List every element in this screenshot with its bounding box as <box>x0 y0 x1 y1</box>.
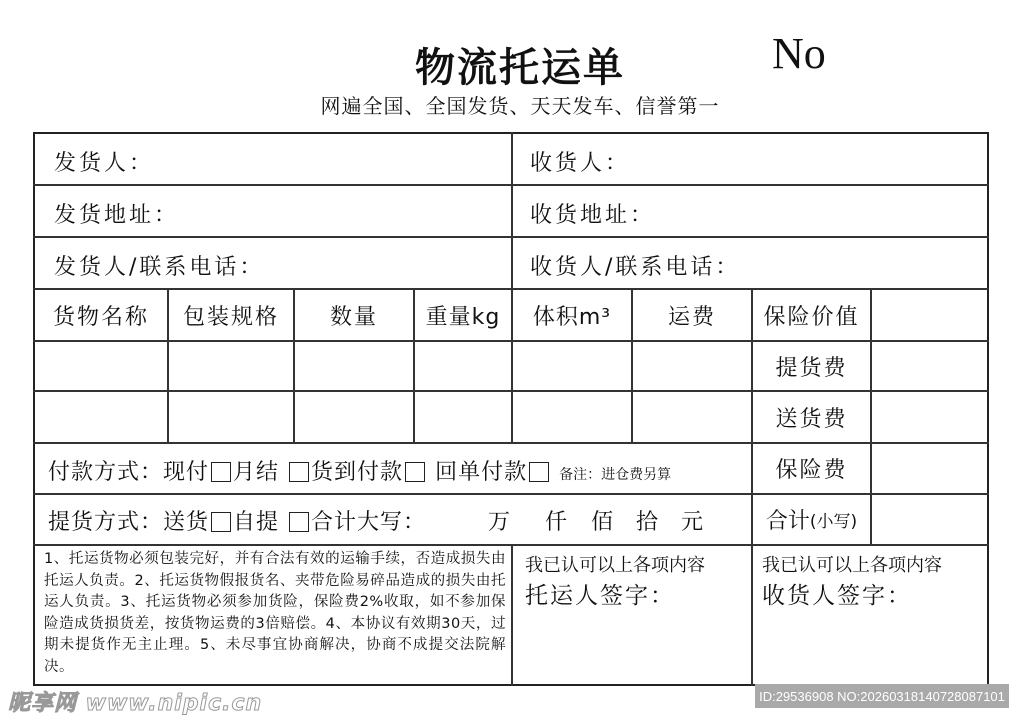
consignee-phone-field[interactable]: 收货人/联系电话： <box>530 255 741 280</box>
checkbox-receipt[interactable] <box>529 462 549 482</box>
divider <box>511 132 513 288</box>
checkbox-self-pickup[interactable] <box>289 512 309 532</box>
unit-wan: 万 <box>488 510 514 535</box>
insurance-fee-label: 保险费 <box>775 458 848 483</box>
site-watermark: 昵享网 www.nipic.cn <box>8 691 263 716</box>
header-insured-value: 保险价值 <box>763 304 860 330</box>
insured-value-input[interactable] <box>872 290 989 340</box>
insurance-fee-input[interactable] <box>872 444 989 493</box>
header-quantity: 数量 <box>329 304 378 330</box>
checkbox-send[interactable] <box>211 512 231 532</box>
consignee-address-field[interactable]: 收货地址： <box>530 203 656 228</box>
payment-option-monthly: 月结 <box>233 460 280 485</box>
delivery-option-self: 自提 <box>233 510 280 535</box>
unit-shi: 拾 <box>636 510 662 535</box>
pickup-fee-input[interactable] <box>872 342 989 390</box>
unit-qian: 仟 <box>545 510 571 535</box>
payment-option-receipt: 回单付款 <box>435 460 528 485</box>
delivery-option-send: 送货 <box>163 510 210 535</box>
total-small-suffix: (小写) <box>809 512 858 532</box>
delivery-method-row <box>48 505 426 536</box>
image-id-tag: ID:29536908 NO:20260318140728087101 <box>755 684 1009 708</box>
payment-note: 备注：进仓费另算 <box>559 467 672 483</box>
header-weight: 重量kg <box>425 304 501 330</box>
payment-option-cash: 现付 <box>163 460 210 485</box>
shipper-phone-field[interactable]: 发货人/联系电话： <box>54 255 265 280</box>
consignee-ack-text: 我已认可以上各项内容 <box>762 555 942 576</box>
checkbox-cod[interactable] <box>405 462 425 482</box>
payment-label: 付款方式： <box>48 460 164 485</box>
shipper-ack-text: 我已认可以上各项内容 <box>525 555 705 576</box>
header-volume: 体积m³ <box>532 304 612 330</box>
checkbox-cash[interactable] <box>211 462 231 482</box>
unit-bai: 佰 <box>591 510 617 535</box>
shipper-address-field[interactable]: 发货地址： <box>54 203 180 228</box>
total-caps-label: 合计大写： <box>311 510 427 535</box>
total-small-input[interactable] <box>872 495 989 544</box>
form-slogan: 网遍全国、全国发货、天天发车、信誉第一 <box>320 94 720 118</box>
header-goods-name: 货物名称 <box>52 304 149 330</box>
terms-text: 1、托运货物必须包装完好，并有合法有效的运输手续，否造成损失由托运人负责。2、托运货物假报货名、夹带危险易碎品造成的损失由托运人负责。3、托运货物必须参加货险，保险费2%收取，如不参加保险造成货损货差，按货物运费的3倍赔偿。4、本协议有效期30天，过期未提货作无主止理。5、未尽事宜协商解决，协商不成提交法院解决。 <box>44 551 506 675</box>
delivery-fee-input[interactable] <box>872 392 989 442</box>
consignee-name-field[interactable]: 收货人： <box>530 151 631 176</box>
divider <box>511 544 513 686</box>
delivery-label: 提货方式： <box>48 510 164 535</box>
pickup-fee-label: 提货费 <box>775 355 848 381</box>
unit-yuan: 元 <box>681 510 707 535</box>
total-small-text: 合计 <box>765 509 810 534</box>
payment-option-cod: 货到付款 <box>311 460 404 485</box>
shipper-name-field[interactable]: 发货人： <box>54 151 155 176</box>
form-title: 物流托运单 <box>415 44 625 91</box>
shipper-signature-field[interactable]: 托运人签字： <box>525 583 675 609</box>
delivery-fee-label: 送货费 <box>775 406 848 432</box>
payment-method-row <box>48 455 671 486</box>
checkbox-monthly[interactable] <box>289 462 309 482</box>
header-freight: 运费 <box>667 304 716 330</box>
header-packaging: 包装规格 <box>182 304 279 330</box>
total-small-label <box>753 495 870 544</box>
consignee-signature-field[interactable]: 收货人签字： <box>762 583 912 609</box>
form-number-label: No <box>772 29 826 78</box>
